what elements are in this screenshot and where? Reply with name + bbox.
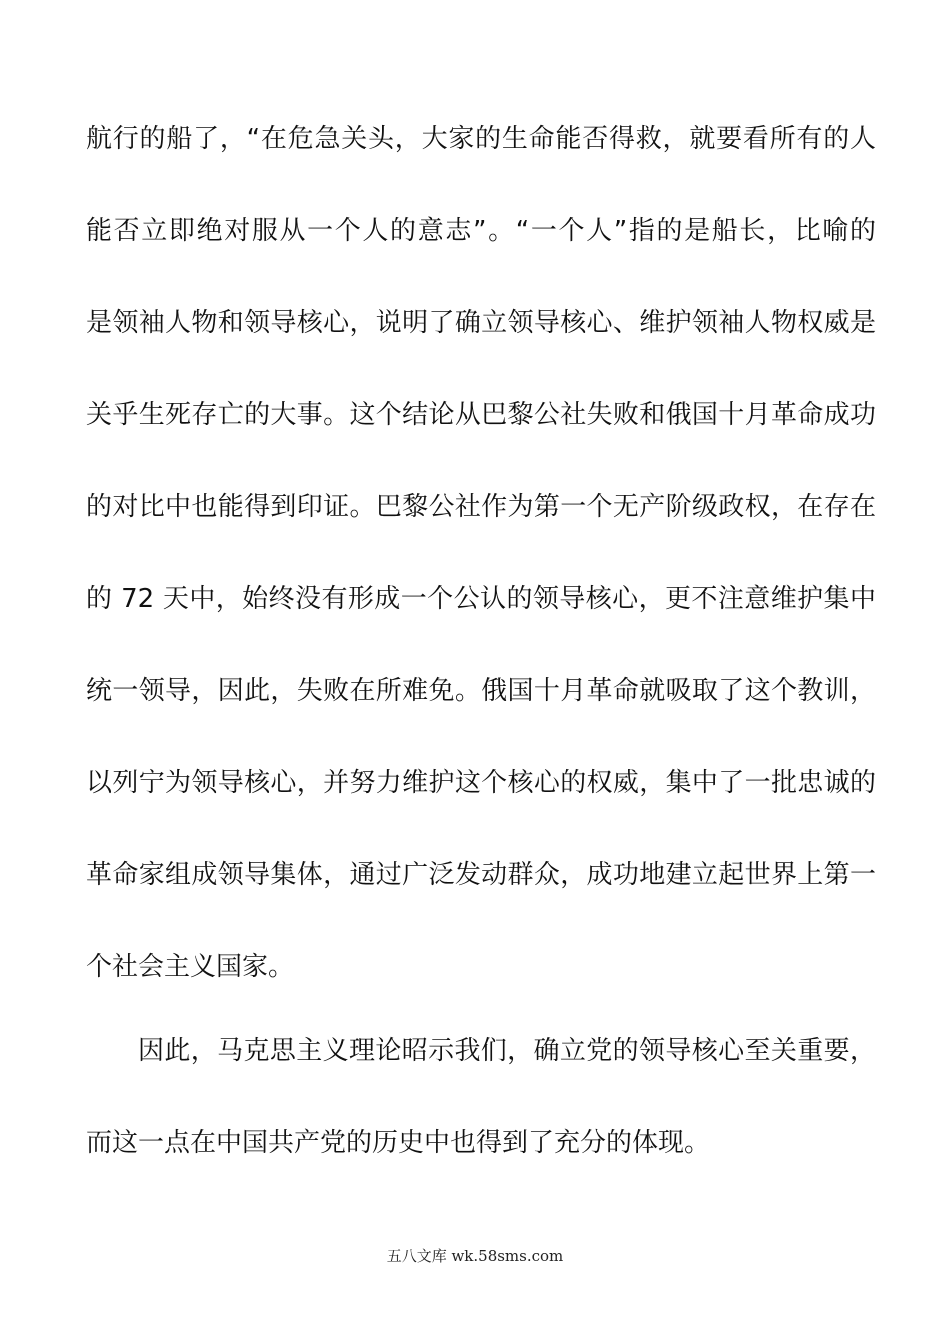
paragraph-line: 关乎生死存亡的大事。这个结论从巴黎公社失败和俄国十月革命成功 <box>86 400 876 430</box>
footer-watermark: 五八文库 wk.58sms.com <box>386 1247 564 1265</box>
paragraph-line: 的 72 天中，始终没有形成一个公认的领导核心，更不注意维护集中 <box>86 584 876 614</box>
paragraph-line: 以列宁为领导核心，并努力维护这个核心的权威，集中了一批忠诚的 <box>86 768 876 798</box>
paragraph-line: 而这一点在中国共产党的历史中也得到了充分的体现。 <box>86 1128 711 1158</box>
paragraph-line: 因此，马克思主义理论昭示我们，确立党的领导核心至关重要， <box>138 1036 876 1066</box>
paragraph-line: 是领袖人物和领导核心，说明了确立领导核心、维护领袖人物权威是 <box>86 308 876 338</box>
paragraph-line: 航行的船了，“在危急关头，大家的生命能否得救，就要看所有的人 <box>86 124 876 154</box>
paragraph-line: 个社会主义国家。 <box>86 952 295 982</box>
paragraph-line: 能否立即绝对服从一个人的意志”。“一个人”指的是船长，比喻的 <box>86 216 876 246</box>
paragraph-line: 统一领导，因此，失败在所难免。俄国十月革命就吸取了这个教训， <box>86 676 876 706</box>
paragraph-line: 的对比中也能得到印证。巴黎公社作为第一个无产阶级政权，在存在 <box>86 492 876 522</box>
paragraph-line: 革命家组成领导集体，通过广泛发动群众，成功地建立起世界上第一 <box>86 860 876 890</box>
